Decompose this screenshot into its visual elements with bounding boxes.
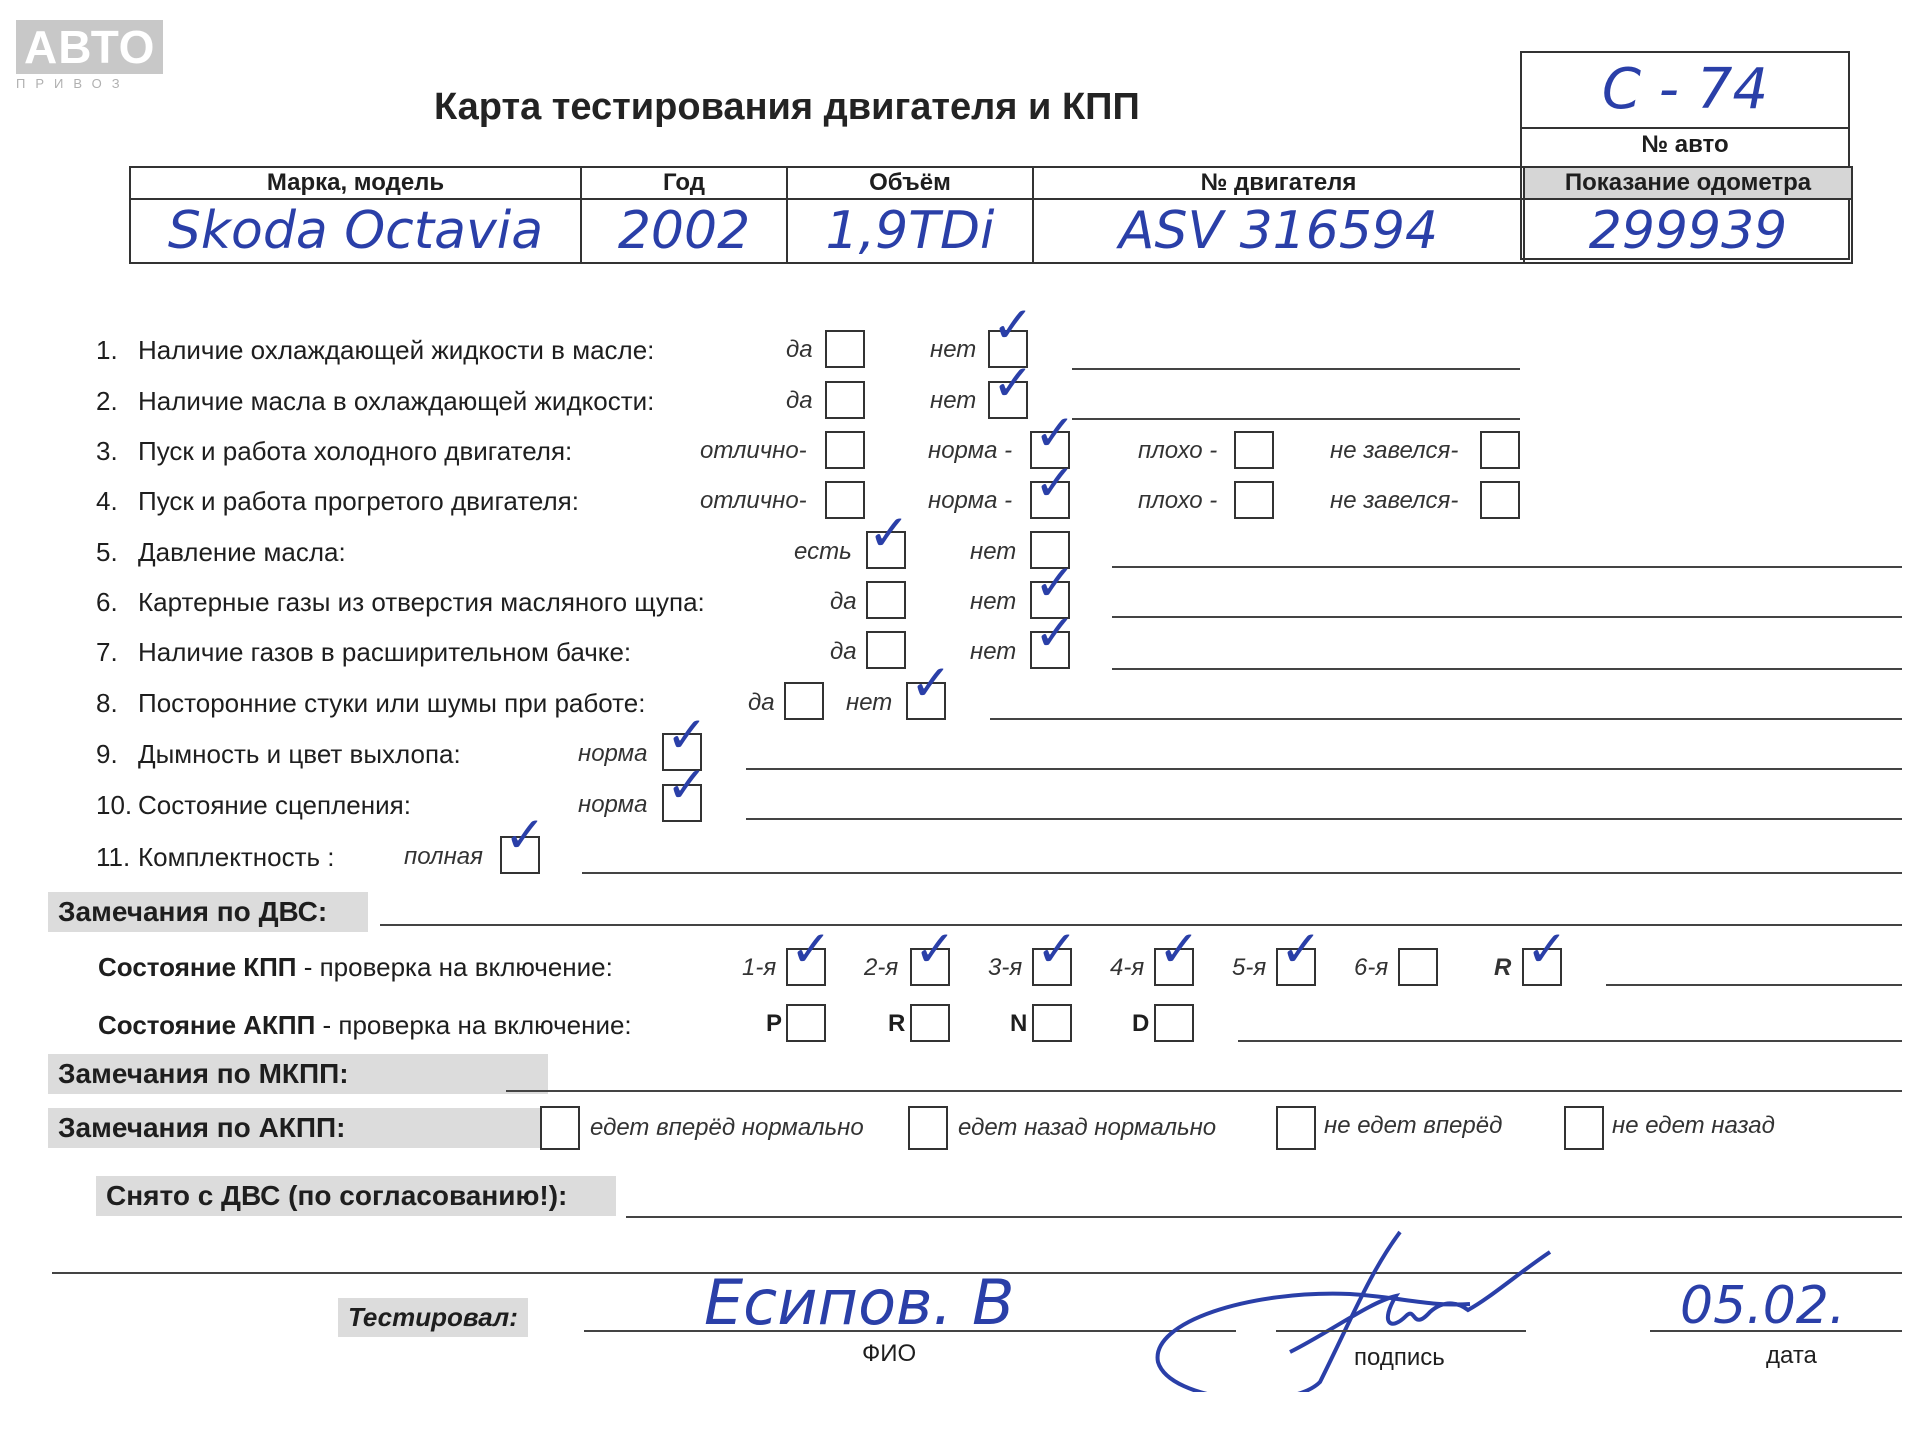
option-label: да [830,638,857,665]
check-mark: ✓ [1526,920,1568,978]
checkbox-q2-da[interactable] [825,381,865,419]
question-text: Пуск и работа прогретого двигателя: [138,486,579,516]
kpp-label-bold: Состояние КПП [98,952,297,982]
check-mark: ✓ [1034,454,1076,512]
option-label: плохо - [1138,487,1218,514]
akpp-option-label: едет вперёд нормально [590,1114,864,1141]
make-label: Марка, модель [130,167,581,199]
checkbox-q3-no-start[interactable] [1480,431,1520,469]
question-text: Наличие газов в расширительном бачке: [138,637,632,667]
check-mark: ✓ [992,354,1034,412]
date-label: дата [1766,1342,1817,1369]
checkbox-q6-yes[interactable] [866,581,906,619]
check-mark: ✓ [1280,920,1322,978]
comment-line [1112,616,1902,618]
kpp-label-rest: - проверка на включение: [296,952,613,982]
remarks-mkpp-line[interactable] [506,1090,1902,1092]
logo-main: АВТО [16,20,163,74]
question-number: 4. [96,486,118,516]
question-text: Дымность и цвет выхлопа: [138,739,461,769]
question-text: Картерные газы из отверстия масляного щупа: [138,587,705,617]
checkbox-q4-excellent[interactable] [825,481,865,519]
akpp-option-label: едет назад нормально [958,1114,1217,1141]
question-number: 6. [96,587,118,617]
question-number: 9. [96,739,118,769]
odometer-value: 299939 [1524,199,1852,263]
question-text: Комплектность : [138,842,335,872]
check-mark: ✓ [910,654,952,712]
fio-label: ФИО [862,1340,917,1367]
akpp-label [98,1010,632,1041]
checkbox-no-q1-da[interactable] [825,330,865,368]
checkbox-q3-bad[interactable] [1234,431,1274,469]
check-mark: ✓ [1158,920,1200,978]
checkbox-no-forward[interactable] [1276,1106,1316,1150]
comment-line [1072,418,1520,420]
logo [16,20,163,91]
question-number: 8. [96,688,118,718]
check-mark: ✓ [868,504,910,562]
comment-line [990,718,1902,720]
gear-label: 2-я [864,954,899,981]
option-label: есть [794,538,852,565]
question-number: 3. [96,436,118,466]
volume-label: Объём [787,167,1033,199]
option-label: нет [846,689,893,716]
gear-label: 6-я [1354,954,1389,981]
signature-label: подпись [1354,1344,1445,1371]
remarks-akpp-label: Замечания по АКПП: [48,1108,548,1148]
make-value: Skoda Octavia [130,199,581,263]
check-mark: ✓ [504,806,546,864]
option-label: отлично- [700,487,807,514]
option-label: плохо - [1138,437,1218,464]
logo-sub: ПРИВОЗ [16,76,130,91]
checkbox-q8-yes[interactable] [784,682,824,720]
car-number-label: № авто [1641,131,1729,158]
comment-line [582,872,1902,874]
fio-line[interactable] [584,1330,1236,1332]
option-label: нет [930,336,977,363]
comment-line [1112,566,1902,568]
gear-label: 4-я [1110,954,1145,981]
gear-label: R [1494,954,1512,981]
option-label: да [786,336,813,363]
option-label: нет [930,387,977,414]
kpp-label [98,952,613,983]
checkbox-q7-yes[interactable] [866,631,906,669]
question-text: Посторонние стуки или шумы при работе: [138,688,646,718]
check-mark: ✓ [1034,404,1076,462]
engine-value: ASV 316594 [1033,199,1524,263]
akpp-comment-line[interactable] [1238,1040,1902,1042]
mode-label: P [766,1010,783,1037]
option-label: нет [970,588,1017,615]
vehicle-info-table [129,166,1853,264]
question-number: 11. [96,842,131,872]
remarks-mkpp-label: Замечания по МКПП: [48,1054,548,1094]
tested-by-label: Тестировал: [338,1298,528,1337]
checkbox-backward-normal[interactable] [908,1106,948,1150]
mode-checkbox-r[interactable] [910,1004,950,1042]
mode-label: R [888,1010,906,1037]
form-title: Карта тестирования двигателя и КПП [434,86,1140,128]
check-mark: ✓ [666,706,708,764]
option-label: да [830,588,857,615]
option-label: норма [578,740,648,767]
option-label: норма - [928,437,1013,464]
mode-label: N [1010,1010,1028,1037]
question-number: 5. [96,537,118,567]
kpp-comment-line[interactable] [1606,984,1902,986]
question-text: Пуск и работа холодного двигателя: [138,436,573,466]
question-text: Наличие охлаждающей жидкости в масле: [138,335,655,365]
option-label: да [748,689,775,716]
mode-checkbox-d[interactable] [1154,1004,1194,1042]
akpp-option-label: не едет назад [1612,1112,1775,1139]
gear-label: 3-я [988,954,1023,981]
date-value: 05.02. [1680,1276,1846,1336]
question-text: Состояние сцепления: [138,790,411,820]
option-label: норма - [928,487,1013,514]
akpp-option-label: не едет вперёд [1324,1112,1503,1139]
check-mark: ✓ [992,296,1034,354]
option-label: да [786,387,813,414]
option-label: полная [404,843,483,870]
odometer-label: Показание одометра [1524,167,1852,199]
year-value: 2002 [581,199,787,263]
checkbox-q4-bad[interactable] [1234,481,1274,519]
removed-label: Снято с ДВС (по согласованию!): [96,1176,616,1216]
check-mark: ✓ [666,756,708,814]
check-mark: ✓ [1034,604,1076,662]
comment-line [1072,368,1520,370]
mode-checkbox-n[interactable] [1032,1004,1072,1042]
mode-label: D [1132,1010,1150,1037]
question-number: 2. [96,386,118,416]
check-mark: ✓ [914,920,956,978]
option-label: не завелся- [1330,487,1459,514]
akpp-label-rest: - проверка на включение: [315,1010,632,1040]
checkbox-q4-no-start[interactable] [1480,481,1520,519]
year-label: Год [581,167,787,199]
gear-label: 1-я [742,954,777,981]
option-label: нет [970,538,1017,565]
date-line[interactable] [1650,1330,1902,1332]
checkbox-forward-normal[interactable] [540,1106,580,1150]
question-text: Наличие масла в охлаждающей жидкости: [138,386,655,416]
question-number: 10. [96,790,133,820]
check-mark: ✓ [1036,920,1078,978]
akpp-label-bold: Состояние АКПП [98,1010,316,1040]
car-number-value: С - 74 [1601,57,1769,122]
question-text: Давление масла: [138,537,346,567]
gear-label: 5-я [1232,954,1267,981]
option-label: отлично- [700,437,807,464]
signature-line[interactable] [1276,1330,1526,1332]
check-mark: ✓ [1034,554,1076,612]
fio-value: Есипов. В [704,1266,1015,1339]
comment-line [1112,668,1902,670]
question-number: 1. [96,335,118,365]
option-label: норма [578,791,648,818]
question-number: 7. [96,637,118,667]
option-label: не завелся- [1330,437,1459,464]
comment-line [746,818,1902,820]
comment-line [746,768,1902,770]
option-label: нет [970,638,1017,665]
mode-checkbox-p[interactable] [786,1004,826,1042]
volume-value: 1,9TDi [787,199,1033,263]
remarks-dvs-line[interactable] [380,924,1902,926]
remarks-dvs-label: Замечания по ДВС: [48,892,368,932]
car-number-cell [1522,53,1848,129]
gear-checkbox-6[interactable] [1398,948,1438,986]
checkbox-no-backward[interactable] [1564,1106,1604,1150]
checkbox-q3-excellent[interactable] [825,431,865,469]
engine-label: № двигателя [1033,167,1524,199]
check-mark: ✓ [790,920,832,978]
